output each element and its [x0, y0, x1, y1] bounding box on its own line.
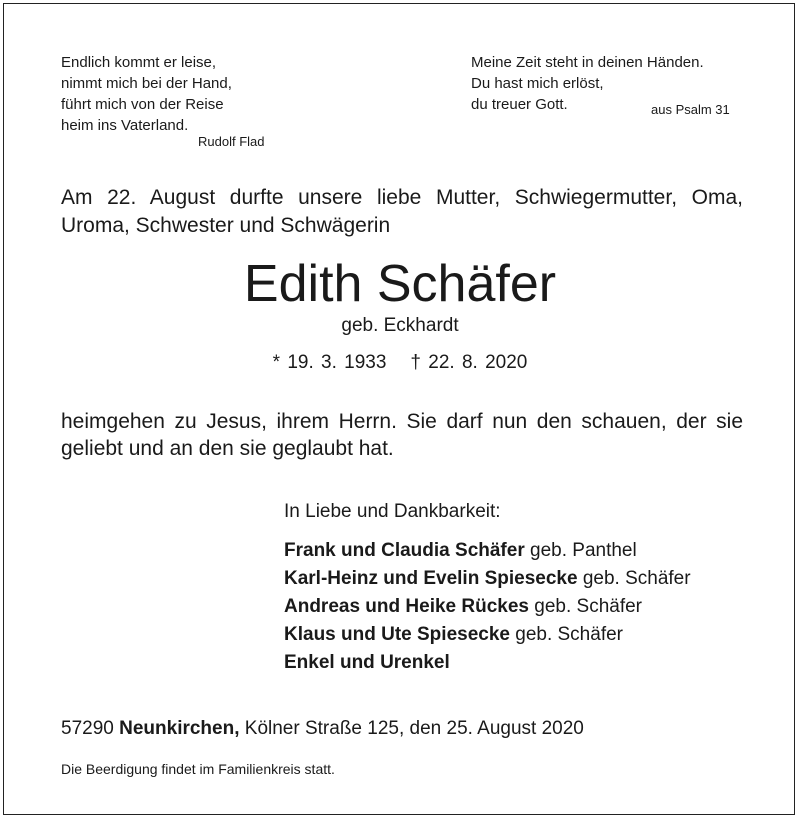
poem-line: führt mich von der Reise	[61, 96, 224, 113]
thanks-line: In Liebe und Dankbarkeit:	[284, 501, 501, 522]
death-date: † 22. 8. 2020	[410, 352, 528, 373]
poem-line: nimmt mich bei der Hand,	[61, 75, 232, 92]
deceased-name: Edith Schäfer	[243, 255, 557, 313]
family-name: Frank und Claudia Schäfer	[284, 540, 525, 561]
family-row	[284, 621, 691, 649]
life-dates	[4, 352, 796, 374]
obituary-card	[3, 3, 795, 815]
street-date: Kölner Straße 125, den 25. August 2020	[244, 718, 584, 739]
family-suffix: geb. Schäfer	[582, 568, 691, 589]
poem-line: du treuer Gott.	[471, 96, 568, 113]
family-suffix: geb. Schäfer	[515, 624, 623, 645]
poem-line: Du hast mich erlöst,	[471, 75, 604, 92]
family-name: Andreas und Heike Rückes	[284, 596, 529, 617]
family-name: Karl-Heinz und Evelin Spiesecke	[284, 568, 578, 589]
family-row	[284, 565, 691, 593]
poem-left-author: Rudolf Flad	[198, 134, 265, 149]
poem-line: Meine Zeit steht in deinen Händen.	[471, 54, 704, 71]
maiden-name: geb. Eckhardt	[341, 315, 459, 336]
family-name: Klaus und Ute Spiesecke	[284, 624, 510, 645]
address-line	[61, 718, 584, 740]
family-suffix: geb. Panthel	[530, 540, 637, 561]
poem-right-author: aus Psalm 31	[651, 102, 730, 117]
funeral-note: Die Beerdigung findet im Familienkreis statt.	[61, 761, 335, 777]
family-name: Enkel und Urenkel	[284, 652, 450, 673]
postcode: 57290	[61, 718, 114, 739]
family-row	[284, 649, 691, 677]
main-text: heimgehen zu Jesus, ihrem Herrn. Sie darf nun den schauen, der sie geliebt und an den sie geglaubt hat.	[61, 410, 743, 460]
poem-left	[61, 52, 232, 136]
family-row	[284, 593, 691, 621]
birth-date: * 19. 3. 1933	[272, 352, 387, 373]
family-row	[284, 537, 691, 565]
poem-line: heim ins Vaterland.	[61, 117, 189, 134]
intro-text: Am 22. August durfte unsere liebe Mutter, Schwiegermutter, Oma, Uroma, Schwester und Schwägerin	[61, 186, 743, 237]
family-suffix: geb. Schäfer	[534, 596, 643, 617]
family-list	[284, 537, 691, 677]
city: Neunkirchen,	[119, 718, 240, 739]
poem-line: Endlich kommt er leise,	[61, 54, 217, 71]
